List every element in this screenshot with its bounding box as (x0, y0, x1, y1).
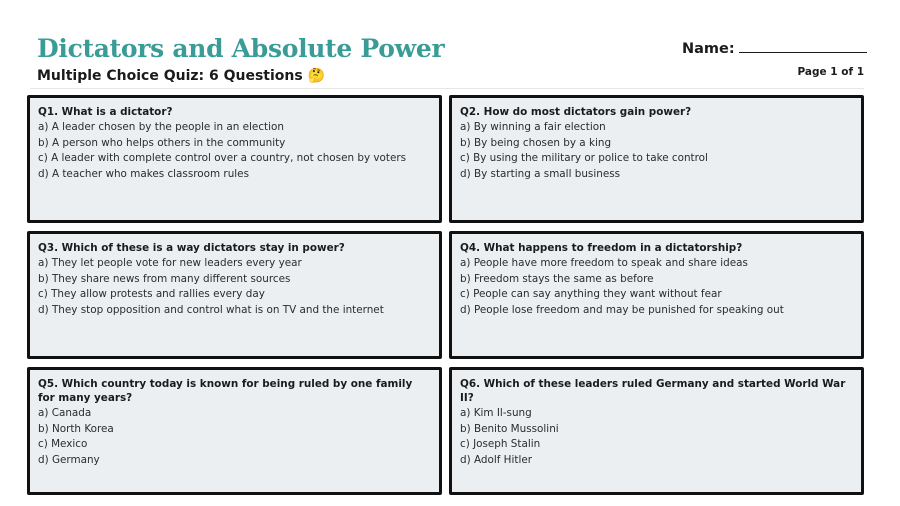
question-card-3 (27, 231, 442, 359)
name-blank-line (739, 37, 867, 53)
answer-option: a) A leader chosen by the people in an election (38, 121, 284, 133)
answer-option: c) Mexico (38, 438, 88, 451)
question-prompt: Q4. What happens to freedom in a dictatorship? (460, 242, 743, 254)
answer-option: b) By being chosen by a king (460, 136, 612, 149)
answer-option: a) People have more freedom to speak and share ideas (460, 257, 748, 269)
answer-option: d) They stop opposition and control what is on TV and the internet (38, 303, 384, 316)
page-number: Page 1 of 1 (797, 66, 864, 78)
answer-option: c) A leader with complete control over a country, not chosen by voters (38, 152, 407, 165)
answer-option: c) By using the military or police to take control (460, 152, 708, 165)
question-card-2 (449, 95, 864, 223)
answer-option: d) By starting a small business (460, 167, 621, 180)
header-divider (30, 88, 864, 89)
answer-option: b) They share news from many different sources (38, 272, 291, 285)
answer-option: b) Freedom stays the same as before (460, 272, 654, 285)
page-title: Dictators and Absolute Power (37, 34, 445, 63)
answer-option: d) People lose freedom and may be punished for speaking out (460, 303, 784, 316)
question-prompt: Q5. Which country today is known for being ruled by one family for many years? (38, 378, 413, 404)
question-prompt: Q2. How do most dictators gain power? (460, 106, 692, 118)
answer-option: d) Adolf Hitler (460, 453, 533, 466)
answer-option: d) Germany (38, 453, 100, 466)
question-grid (27, 95, 864, 496)
question-prompt: Q6. Which of these leaders ruled Germany and started World War II? (460, 378, 846, 404)
answer-option: b) A person who helps others in the community (38, 136, 286, 149)
question-card-1 (27, 95, 442, 223)
answer-option: b) Benito Mussolini (460, 422, 559, 435)
question-card-6 (449, 367, 864, 495)
answer-option: a) They let people vote for new leaders every year (38, 257, 302, 269)
answer-option: c) People can say anything they want without fear (460, 288, 722, 301)
answer-option: a) Kim Il-sung (460, 407, 532, 419)
question-prompt: Q1. What is a dictator? (38, 106, 173, 118)
page-subtitle: Multiple Choice Quiz: 6 Questions 🤔 (37, 68, 326, 84)
answer-option: a) Canada (38, 407, 92, 419)
answer-option: c) They allow protests and rallies every day (38, 288, 265, 301)
answer-option: c) Joseph Stalin (460, 438, 541, 451)
name-label: Name: (682, 41, 735, 57)
answer-option: b) North Korea (38, 422, 114, 435)
question-prompt: Q3. Which of these is a way dictators stay in power? (38, 242, 345, 254)
answer-option: a) By winning a fair election (460, 121, 606, 133)
name-field (682, 37, 867, 57)
answer-option: d) A teacher who makes classroom rules (38, 167, 249, 180)
question-card-5 (27, 367, 442, 495)
question-card-4 (449, 231, 864, 359)
